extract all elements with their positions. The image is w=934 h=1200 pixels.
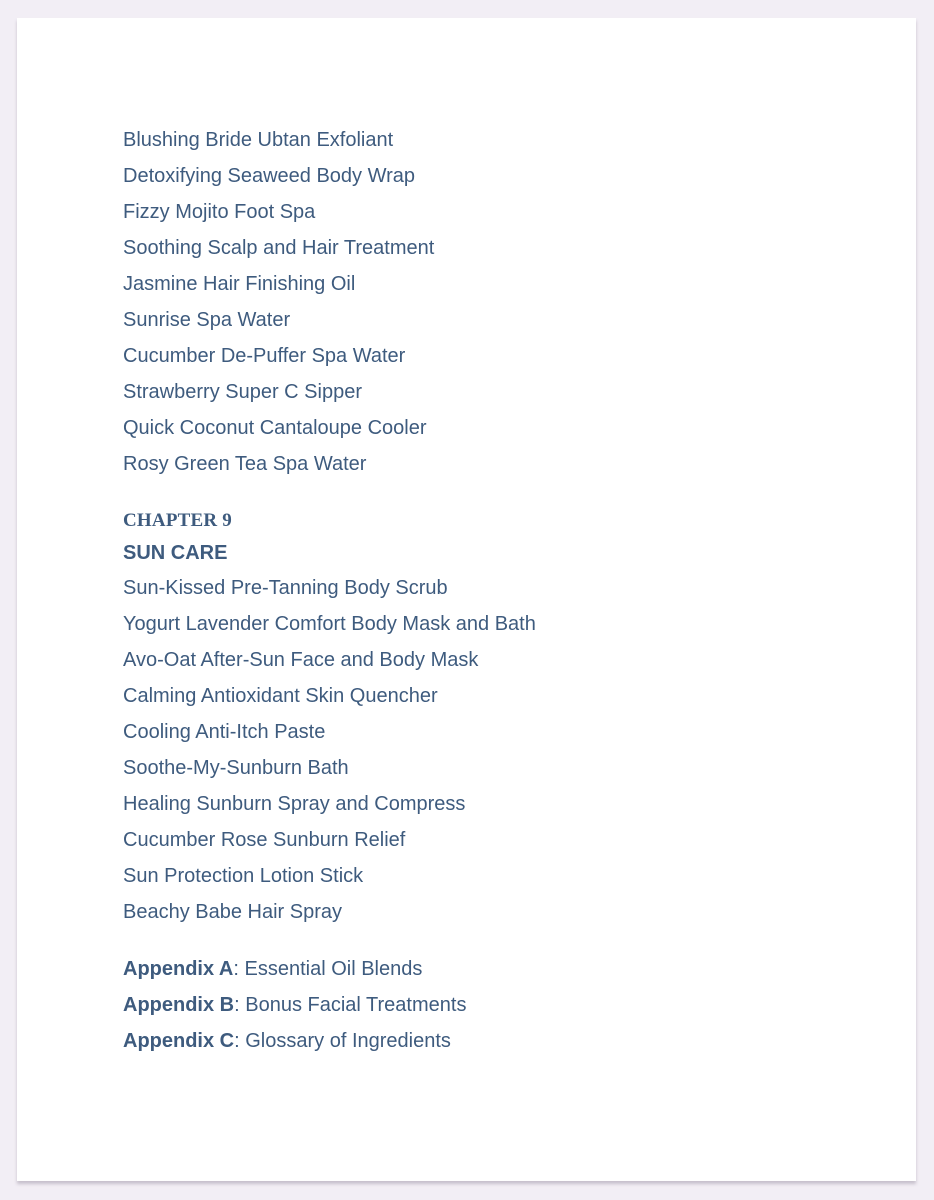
toc-entry[interactable]: Sun Protection Lotion Stick	[123, 865, 364, 887]
chapter-title[interactable]: SUN CARE	[123, 542, 228, 564]
appendix-title: : Essential Oil Blends	[233, 958, 423, 980]
appendix-entry-c[interactable]	[123, 1029, 451, 1053]
toc-entry[interactable]: Fizzy Mojito Foot Spa	[123, 201, 316, 223]
appendix-label: Appendix A	[123, 958, 234, 980]
document-page	[17, 18, 916, 1181]
toc-entry[interactable]: Blushing Bride Ubtan Exfoliant	[123, 129, 394, 151]
toc-entry[interactable]: Soothe-My-Sunburn Bath	[123, 757, 349, 779]
toc-entry[interactable]: Yogurt Lavender Comfort Body Mask and Bath	[123, 613, 536, 635]
appendix-entry-a[interactable]	[123, 957, 422, 981]
toc-entry[interactable]: Soothing Scalp and Hair Treatment	[123, 237, 435, 259]
toc-entry[interactable]: Strawberry Super C Sipper	[123, 381, 362, 403]
appendix-entry-b[interactable]	[123, 993, 466, 1017]
toc-entry[interactable]: Calming Antioxidant Skin Quencher	[123, 685, 438, 707]
toc-entry[interactable]: Cucumber De-Puffer Spa Water	[123, 345, 406, 367]
appendix-label: Appendix B	[123, 994, 235, 1016]
toc-entry[interactable]: Sun-Kissed Pre-Tanning Body Scrub	[123, 577, 448, 599]
toc-entry[interactable]: Jasmine Hair Finishing Oil	[123, 273, 356, 295]
appendix-title: : Glossary of Ingredients	[234, 1030, 451, 1052]
toc-entry[interactable]: Quick Coconut Cantaloupe Cooler	[123, 417, 427, 439]
toc-entry[interactable]: Cucumber Rose Sunburn Relief	[123, 829, 406, 851]
toc-entry[interactable]: Sunrise Spa Water	[123, 309, 291, 331]
toc-entry[interactable]: Detoxifying Seaweed Body Wrap	[123, 165, 416, 187]
toc-entry[interactable]: Rosy Green Tea Spa Water	[123, 453, 367, 475]
toc-entry[interactable]: Avo-Oat After-Sun Face and Body Mask	[123, 649, 479, 671]
appendix-title: : Bonus Facial Treatments	[234, 994, 467, 1016]
toc-entry[interactable]: Healing Sunburn Spray and Compress	[123, 793, 466, 815]
chapter-number: CHAPTER 9	[123, 510, 232, 531]
toc-entry[interactable]: Cooling Anti-Itch Paste	[123, 721, 326, 743]
toc-entry[interactable]: Beachy Babe Hair Spray	[123, 901, 343, 923]
appendix-label: Appendix C	[123, 1030, 235, 1052]
